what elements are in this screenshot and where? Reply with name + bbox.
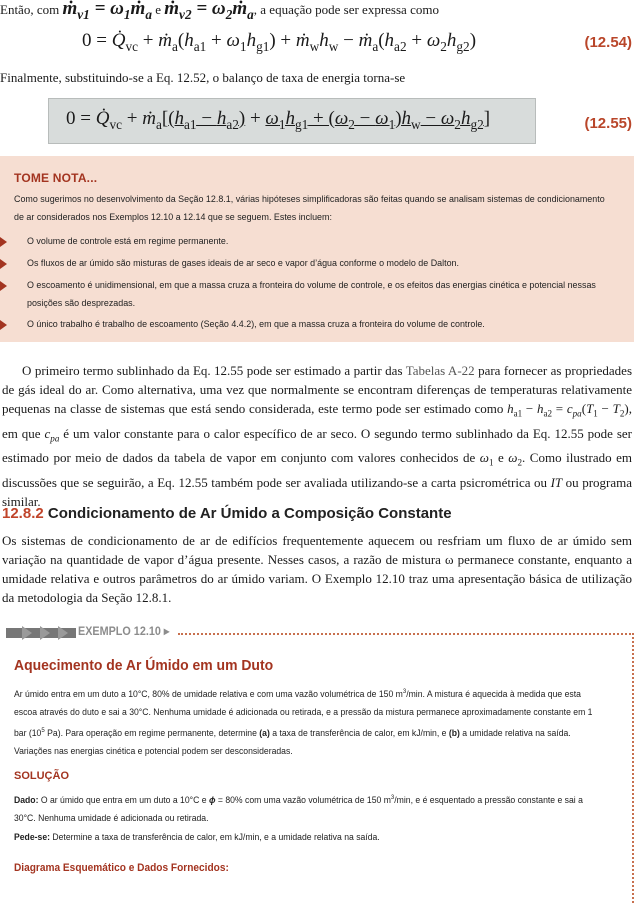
triangle-bullet-icon <box>0 259 7 269</box>
triangle-bullet-icon <box>0 281 7 291</box>
dotted-divider <box>178 633 634 635</box>
chevron-right-icon <box>40 626 50 640</box>
solution-heading: SOLUÇÃO <box>14 770 69 782</box>
body-paragraph: O primeiro termo sublinhado da Eq. 12.55 pode ser estimado a partir das Tabelas A-22 para fornecer as propriedades de gás ideal do ar. Como alternativa, uma vez que normalmente se encontram diferenças de temperaturas relativamente pequenas na classe de sistemas que está sendo considerada, este termo pode ser estimado como $h_{a1} - h_{a2} = c_{pa}(T_1 - T_2)$, em que $c_{pa}$ é um valor constante para o calor específico de ar seco. O segundo termo sublinhado da Eq. 12.55 pode ser estimado por meio de dados da tabela de vapor em conjunto com valores conhecidos de $\omega_1$ e $\omega_2$. Como ilustrado em discussões que se seguirão, a Eq. 12.55 também pode ser avaliada utilizando-se a carta psicrométrica ou IT ou programa similar. <box>2 363 633 509</box>
find-text: Pede-se: Determine a taxa de transferência de calor, em kJ/min, e a umidade relativa na saída. <box>14 832 380 843</box>
example-title: Aquecimento de Ar Úmido em um Duto <box>14 657 274 674</box>
triangle-bullet-icon <box>0 320 7 330</box>
example-label: EXEMPLO 12.10 ▸ <box>78 624 170 638</box>
given-text: Dado: O ar úmido que entra em um duto a 10°C e ϕ = 80% com uma vazão volumétrica de 150 $m^3/\min$, e é esquentado a pressão constante e sai a 30°C. Nenhuma umidade é adicionada ou retirada. <box>14 794 583 825</box>
final-text: Finalmente, substituindo-se a Eq. 12.52, o balanço de taxa de energia torna-se <box>0 70 406 85</box>
intro-line: Então, com ṁ$_{v1}$ = $\omega_1ṁ_a$ e ṁ$_{v2}$ = $\omega_2ṁ_a$, a equação pode ser expressa como <box>0 0 439 22</box>
example-statement: Ar úmido entra em um duto a 10°C, 80% de umidade relativa e com uma vazão volumétrica de 150 $m^3/\min$. A mistura é aquecida à medida que esta escoa através do duto e sai a 30°C. Nenhuma umidade é adicionada ou retirada, e a pressão da mistura permanece aproximadamente constante em 1 bar ($10^5$ Pa). Para operação em regime permanente, determine (a) a taxa de transferência de calor, em kJ/min, e (b) a umidade relativa na saída. Variações nas energias cinética e potencial podem ser desconsideradas. <box>14 688 593 758</box>
diagram-heading: Diagrama Esquemático e Dados Fornecidos: <box>14 862 229 874</box>
section-heading: 12.8.2 Condicionamento de Ar Úmido a Composição Constante <box>2 505 452 522</box>
note-title: TOME NOTA... <box>14 171 98 185</box>
table-link[interactable]: Tabelas A-22 <box>405 363 475 378</box>
equation-number: (12.54) <box>584 34 632 51</box>
equation-12-55: $0 = Q̇_{vc}$ + $ṁ_a[(h_{a1} - h_{a2}) + \omega_1h_{g1} + (\omega_2 - \omega_1)h_w - \omega_2h_{g2}]$ <box>66 108 491 132</box>
chevron-right-icon <box>22 626 32 640</box>
note-paragraph: Como sugerimos no desenvolvimento da Seção 12.8.1, várias hipóteses simplificadoras são feitas quando se analisam sistemas de condicionamento de ar considerados nos Exemplos 12.10 a 12.14 que se seguem. Estes incluem: <box>14 194 605 223</box>
triangle-bullet-icon <box>0 237 7 247</box>
chevron-right-icon <box>58 626 68 640</box>
equation-number: (12.55) <box>584 115 632 132</box>
equation-12-54: $0 = Q̇_{vc}$ + $ṁ_a(h_{a1} + \omega_1h_{g1})$ + $ṁ_wh_w$ − $ṁ_a(h_{a2} + \omega_2h_{g2})$ <box>82 30 477 54</box>
body-paragraph: Os sistemas de condicionamento de ar de edifícios frequentemente aquecem ou resfriam um fluxo de ar úmido sem variação na quantidade de vapor d’água presente. Nesses casos, a razão de mistura ω permanece constante, enquanto a umidade relativa e outros parâmetros do ar úmido variam. O Exemplo 12.10 traz uma apresentação básica de utilização da metodologia da Seção 12.8.1. <box>2 533 632 605</box>
